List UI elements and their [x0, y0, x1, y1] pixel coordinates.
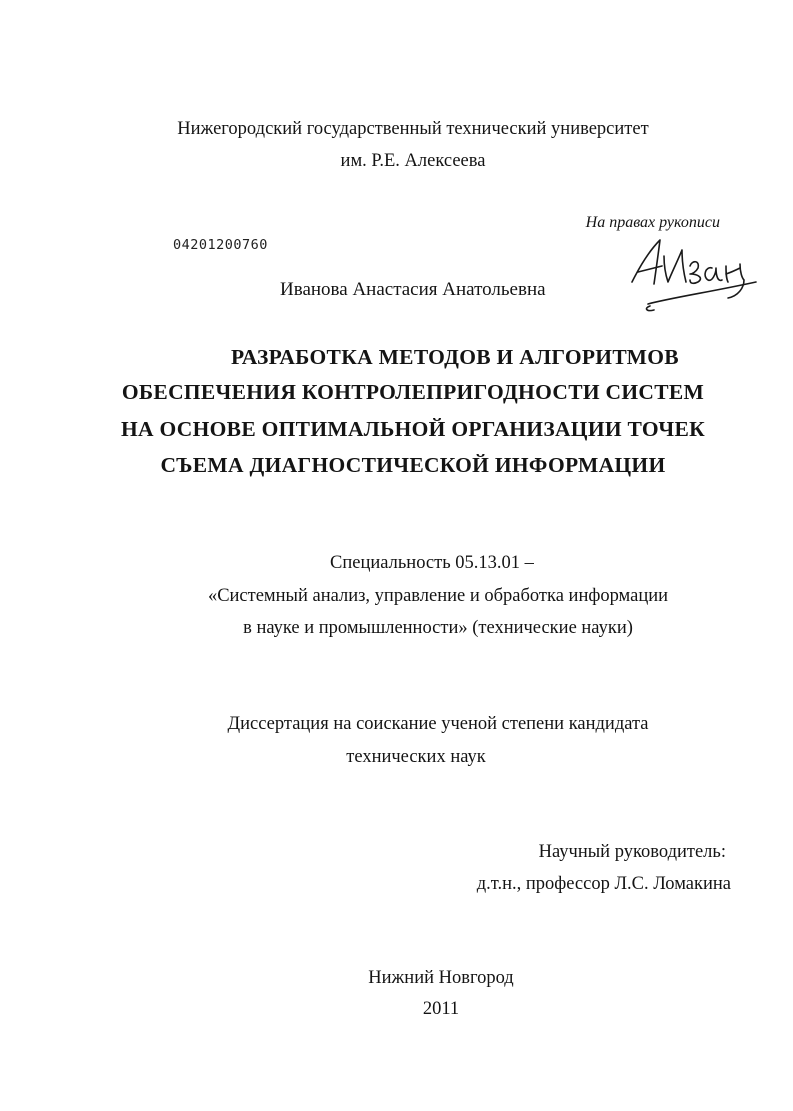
specialty-code: Специальность 05.13.01 – [330, 553, 534, 573]
advisor-label: Научный руководитель: [538, 842, 726, 862]
dissertation-title-line: НА ОСНОВЕ ОПТИМАЛЬНОЙ ОРГАНИЗАЦИИ ТОЧЕК [121, 417, 705, 441]
university-name: Нижегородский государственный технический университет [177, 119, 649, 139]
author-name: Иванова Анастасия Анатольевна [280, 279, 546, 300]
specialty-name: «Системный анализ, управление и обработка информации [207, 586, 669, 606]
dissertation-title-line: ОБЕСПЕЧЕНИЯ КОНТРОЛЕПРИГОДНОСТИ СИСТЕМ [121, 380, 705, 404]
dissertation-title-line: СЪЕМА ДИАГНОСТИЧЕСКОЙ ИНФОРМАЦИИ [160, 453, 666, 477]
degree-field: технических наук [346, 747, 486, 767]
manuscript-rights-note: На правах рукописи [585, 214, 720, 231]
advisor-name: д.т.н., профессор Л.С. Ломакина [476, 874, 731, 894]
handwritten-signature [620, 226, 760, 314]
catalog-number: 04201200760 [173, 237, 268, 253]
degree-statement: Диссертация на соискание ученой степени кандидата [227, 714, 649, 734]
dissertation-title-line: РАЗРАБОТКА МЕТОДОВ И АЛГОРИТМОВ [231, 345, 679, 369]
year: 2011 [422, 999, 460, 1019]
specialty-field: в науке и промышленности» (технические науки) [243, 618, 633, 638]
university-named-after: им. Р.Е. Алексеева [340, 151, 486, 171]
city: Нижний Новгород [368, 968, 514, 988]
